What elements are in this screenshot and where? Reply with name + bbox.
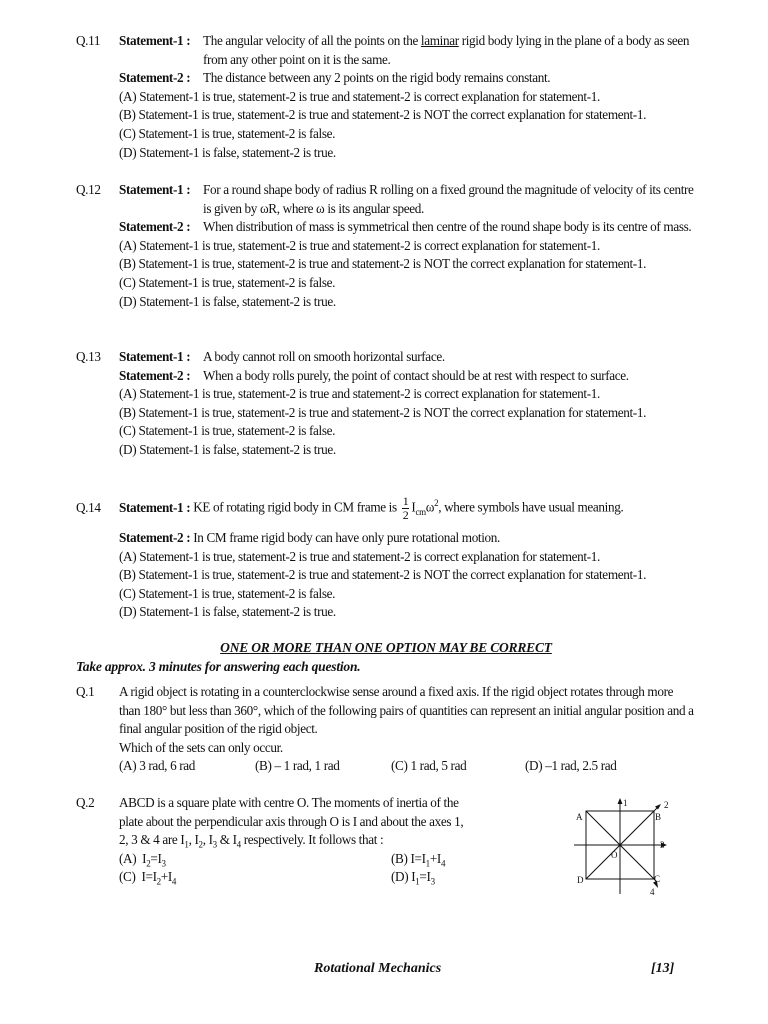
option-d: (D) Statement-1 is false, statement-2 is true. [119, 441, 336, 457]
question-mcq-1 [76, 683, 696, 776]
options-row-2 [119, 868, 556, 887]
question-number: Q.1 [76, 684, 95, 699]
footer-title: Rotational Mechanics [314, 961, 442, 976]
statement-1-label: Statement-1 : [119, 182, 191, 197]
statement-1-text: KE of rotating rigid body in CM frame is $\frac{1}{2}$ $I_{cm}\omega^2$, where symbols have usual meaning. [193, 493, 624, 522]
square-plate-diagram [566, 796, 678, 900]
question-mcq-2 [76, 794, 556, 887]
question-line-3: 2, 3 & 4 are $I_1$, $I_2$, $I_3$ & $I_4$ respectively. It follows that : [119, 832, 384, 850]
axis-1-label: 1 [623, 798, 628, 808]
option-b: (B) Statement-1 is true, statement-2 is true and statement-2 is NOT the correct explanation for statement-1. [119, 567, 647, 583]
statement-1-label: Statement-1 : [119, 349, 191, 364]
question-11 [76, 32, 696, 162]
page-number: [13] [651, 961, 675, 976]
option-a: (A) Statement-1 is true, statement-2 is true and statement-2 is correct explanation for statement-1. [119, 548, 600, 564]
axis-1-arrow [618, 798, 623, 804]
statement-2-text: When distribution of mass is symmetrical then centre of the round shape body is its centre of mass. [203, 219, 692, 235]
question-text: A rigid object is rotating in a counterclockwise sense around a fixed axis. If the rigid object rotates through more than 180° but less than 360°, which of the following pairs of quantities can represent an initial angular position and a final angular position of the rigid object. [119, 684, 694, 737]
section-title: ONE OR MORE THAN ONE OPTION MAY BE CORRECT [220, 640, 552, 655]
question-12 [76, 181, 696, 311]
options-row [119, 757, 696, 776]
corner-d-label: D [577, 875, 584, 885]
question-13 [76, 348, 696, 460]
statement-1 [119, 348, 696, 367]
option-d: (D) Statement-1 is false, statement-2 is true. [119, 293, 336, 309]
statement-1 [119, 32, 696, 69]
statement-2-text: The distance between any 2 points on the rigid body remains constant. [203, 70, 551, 86]
question-line-1: ABCD is a square plate with centre O. The moments of inertia of the [119, 795, 459, 810]
question-number: Q.11 [76, 33, 101, 48]
statement-1 [119, 181, 696, 218]
question-text-2: Which of the sets can only occur. [119, 739, 283, 755]
option-a: (A) $I_2=I_3$ [119, 850, 166, 869]
axis-2-label: 2 [664, 800, 669, 810]
question-line-2: plate about the perpendicular axis through O is I and about the axes 1, [119, 813, 464, 829]
option-d: (D) Statement-1 is false, statement-2 is true. [119, 144, 336, 160]
statement-2-label: Statement-2 : [119, 367, 191, 383]
fraction-one-half: $\frac{1}{2}$ [402, 493, 409, 522]
statement-1-text: The angular velocity of all the points on the laminar rigid body lying in the plane of a body as seen from any other point on it is the same. [203, 33, 690, 67]
question-number: Q.12 [76, 182, 101, 197]
option-b: (B) Statement-1 is true, statement-2 is true and statement-2 is NOT the correct explanation for statement-1. [119, 404, 647, 420]
option-d: (D) –1 rad, 2.5 rad [525, 758, 617, 774]
statement-1-text: For a round shape body of radius R rolling on a fixed ground the magnitude of velocity of its centre is given by ωR, where ω is its angular speed. [203, 182, 694, 216]
option-c: (C) $I=I_2+I_4$ [119, 869, 177, 888]
statement-1 [119, 487, 696, 529]
option-b: (B) Statement-1 is true, statement-2 is true and statement-2 is NOT the correct explanation for statement-1. [119, 256, 647, 272]
question-number: Q.14 [76, 500, 101, 515]
option-a: (A) Statement-1 is true, statement-2 is true and statement-2 is correct explanation for statement-1. [119, 386, 600, 402]
option-b: (B) $I=I_1+I_4$ [391, 850, 446, 869]
option-a: (A) Statement-1 is true, statement-2 is true and statement-2 is correct explanation for statement-1. [119, 88, 600, 104]
statement-2 [119, 69, 696, 88]
option-c: (C) Statement-1 is true, statement-2 is false. [119, 274, 336, 290]
corner-c-label: C [654, 874, 661, 884]
option-d: (D) Statement-1 is false, statement-2 is true. [119, 604, 336, 620]
statement-2 [119, 529, 696, 548]
section-instruction: Take approx. 3 minutes for answering each question. [76, 659, 361, 674]
question-number: Q.2 [76, 795, 95, 810]
option-b: (B) Statement-1 is true, statement-2 is true and statement-2 is NOT the correct explanation for statement-1. [119, 107, 647, 123]
corner-b-label: B [655, 812, 662, 822]
statement-2-label: Statement-2 : [119, 219, 191, 235]
centre-label: O [611, 850, 618, 860]
statement-2-text: When a body rolls purely, the point of contact should be at rest with respect to surface. [203, 367, 629, 383]
option-c: (C) Statement-1 is true, statement-2 is false. [119, 423, 336, 439]
question-14 [76, 487, 696, 622]
option-c: (C) Statement-1 is true, statement-2 is false. [119, 125, 336, 141]
corner-a-label: A [576, 812, 583, 822]
statement-2 [119, 218, 696, 237]
option-c: (C) 1 rad, 5 rad [391, 758, 467, 774]
underlined-word: laminar [420, 33, 459, 48]
options-row-1 [119, 850, 556, 869]
option-a: (A) 3 rad, 6 rad [119, 758, 196, 774]
question-number: Q.13 [76, 349, 101, 364]
axis-4-line [586, 811, 657, 882]
axis-2-line [586, 807, 658, 879]
statement-2-text: In CM frame rigid body can have only pure rotational motion. [193, 530, 500, 545]
axis-3-label: 3 [660, 840, 665, 850]
axis-4-label: 4 [650, 887, 655, 897]
option-a: (A) Statement-1 is true, statement-2 is true and statement-2 is correct explanation for statement-1. [119, 237, 600, 253]
statement-2 [119, 367, 696, 386]
statement-1-label: Statement-1 : [119, 499, 191, 515]
statement-1-label: Statement-1 : [119, 33, 191, 48]
statement-2-label: Statement-2 : [119, 530, 191, 545]
option-c: (C) Statement-1 is true, statement-2 is false. [119, 585, 336, 601]
statement-1-text: A body cannot roll on smooth horizontal surface. [203, 349, 445, 364]
option-b: (B) – 1 rad, 1 rad [255, 758, 340, 774]
statement-2-label: Statement-2 : [119, 70, 191, 86]
option-d: (D) $I_1=I_3$ [391, 869, 435, 888]
